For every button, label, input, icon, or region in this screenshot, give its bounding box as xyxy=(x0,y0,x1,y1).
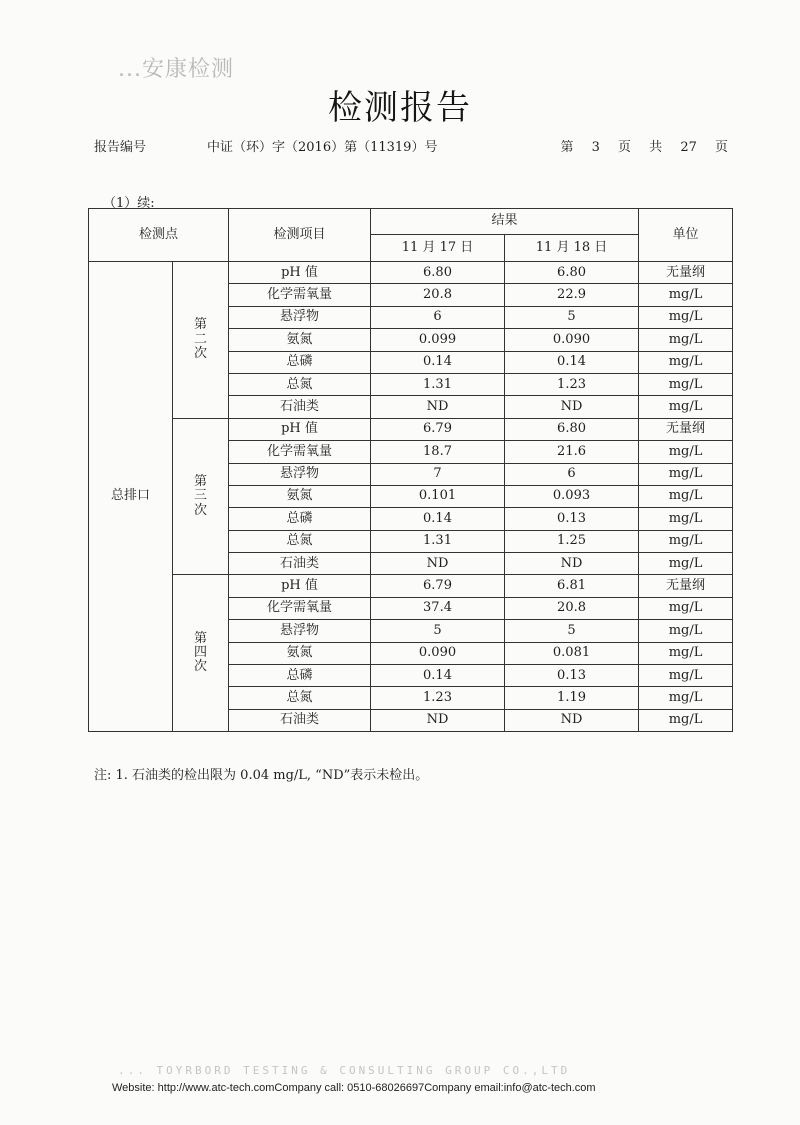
result-day2-cell: ND xyxy=(505,709,639,731)
result-day2-cell: ND xyxy=(505,396,639,418)
result-day2-cell: 0.093 xyxy=(505,485,639,507)
website-line: Website: http://www.atc-tech.comCompany call: 0510-68026697Company email:info@atc-tech.com xyxy=(112,1082,596,1094)
result-day1-cell: 0.090 xyxy=(371,642,505,664)
item-cell: 总磷 xyxy=(229,351,371,373)
header-date-1: 11 月 17 日 xyxy=(371,235,505,262)
item-cell: 总氮 xyxy=(229,373,371,395)
item-cell: 悬浮物 xyxy=(229,306,371,328)
result-day2-cell: 21.6 xyxy=(505,441,639,463)
unit-cell: mg/L xyxy=(639,306,733,328)
result-day1-cell: 1.31 xyxy=(371,530,505,552)
result-day1-cell: 6.80 xyxy=(371,262,505,284)
item-cell: 氨氮 xyxy=(229,642,371,664)
result-day2-cell: 0.090 xyxy=(505,329,639,351)
result-day1-cell: 0.14 xyxy=(371,508,505,530)
result-day1-cell: 0.101 xyxy=(371,485,505,507)
item-cell: 石油类 xyxy=(229,709,371,731)
unit-cell: 无量纲 xyxy=(639,262,733,284)
page-info: 第 3 页 共 27 页 xyxy=(560,140,728,155)
unit-cell: mg/L xyxy=(639,553,733,575)
unit-cell: mg/L xyxy=(639,329,733,351)
result-day2-cell: 0.13 xyxy=(505,665,639,687)
result-day1-cell: 18.7 xyxy=(371,441,505,463)
header-item: 检测项目 xyxy=(229,209,371,262)
unit-cell: mg/L xyxy=(639,284,733,306)
unit-cell: mg/L xyxy=(639,642,733,664)
table-row xyxy=(89,418,733,440)
item-cell: pH 值 xyxy=(229,575,371,597)
unit-cell: mg/L xyxy=(639,373,733,395)
section-label: （1）续: xyxy=(103,196,155,211)
item-cell: 石油类 xyxy=(229,396,371,418)
sampling-round-cell: 第 二 次 xyxy=(173,262,229,419)
result-day1-cell: ND xyxy=(371,709,505,731)
result-day2-cell: 0.14 xyxy=(505,351,639,373)
unit-cell: mg/L xyxy=(639,709,733,731)
unit-cell: mg/L xyxy=(639,396,733,418)
sampling-round-cell: 第 四 次 xyxy=(173,575,229,732)
item-cell: 氨氮 xyxy=(229,485,371,507)
company-banner: ... TOYRBORD TESTING & CONSULTING GROUP CO.,LTD xyxy=(118,1064,571,1077)
page-title: 检测报告 xyxy=(328,88,472,128)
item-cell: 化学需氧量 xyxy=(229,441,371,463)
result-day1-cell: 0.099 xyxy=(371,329,505,351)
result-day1-cell: 20.8 xyxy=(371,284,505,306)
result-day1-cell: 37.4 xyxy=(371,597,505,619)
result-day1-cell: 1.23 xyxy=(371,687,505,709)
unit-cell: mg/L xyxy=(639,485,733,507)
header-date-2: 11 月 18 日 xyxy=(505,235,639,262)
item-cell: 总磷 xyxy=(229,508,371,530)
report-number: 中证（环）字（2016）第（11319）号 xyxy=(207,140,438,155)
sampling-round-cell: 第 三 次 xyxy=(173,418,229,575)
result-day2-cell: 0.081 xyxy=(505,642,639,664)
result-day1-cell: 1.31 xyxy=(371,373,505,395)
result-day1-cell: 6.79 xyxy=(371,418,505,440)
header-logo: ...安康检测 xyxy=(118,57,234,82)
unit-cell: 无量纲 xyxy=(639,575,733,597)
unit-cell: mg/L xyxy=(639,687,733,709)
result-day2-cell: 6.80 xyxy=(505,262,639,284)
result-day1-cell: ND xyxy=(371,396,505,418)
header-result: 结果 xyxy=(371,209,639,235)
result-day1-cell: 0.14 xyxy=(371,351,505,373)
result-day1-cell: 0.14 xyxy=(371,665,505,687)
result-day2-cell: 1.23 xyxy=(505,373,639,395)
item-cell: 石油类 xyxy=(229,553,371,575)
result-day2-cell: 6.80 xyxy=(505,418,639,440)
item-cell: 悬浮物 xyxy=(229,463,371,485)
unit-cell: mg/L xyxy=(639,597,733,619)
item-cell: 总氮 xyxy=(229,530,371,552)
unit-cell: mg/L xyxy=(639,351,733,373)
item-cell: 悬浮物 xyxy=(229,620,371,642)
result-day1-cell: 7 xyxy=(371,463,505,485)
result-day2-cell: ND xyxy=(505,553,639,575)
item-cell: 化学需氧量 xyxy=(229,284,371,306)
result-day2-cell: 1.25 xyxy=(505,530,639,552)
item-cell: 化学需氧量 xyxy=(229,597,371,619)
result-day2-cell: 6 xyxy=(505,463,639,485)
item-cell: 总磷 xyxy=(229,665,371,687)
unit-cell: mg/L xyxy=(639,441,733,463)
item-cell: 氨氮 xyxy=(229,329,371,351)
result-day2-cell: 5 xyxy=(505,306,639,328)
item-cell: 总氮 xyxy=(229,687,371,709)
result-day2-cell: 5 xyxy=(505,620,639,642)
unit-cell: mg/L xyxy=(639,530,733,552)
header-point: 检测点 xyxy=(89,209,229,262)
header-unit: 单位 xyxy=(639,209,733,262)
result-day2-cell: 20.8 xyxy=(505,597,639,619)
result-day2-cell: 0.13 xyxy=(505,508,639,530)
footnote: 注: 1. 石油类的检出限为 0.04 mg/L, “ND”表示未检出。 xyxy=(94,768,429,783)
result-day2-cell: 6.81 xyxy=(505,575,639,597)
result-day2-cell: 1.19 xyxy=(505,687,639,709)
unit-cell: mg/L xyxy=(639,463,733,485)
results-table xyxy=(88,208,733,732)
unit-cell: mg/L xyxy=(639,665,733,687)
table-row xyxy=(89,262,733,284)
report-number-label: 报告编号 xyxy=(94,140,147,155)
result-day2-cell: 22.9 xyxy=(505,284,639,306)
item-cell: pH 值 xyxy=(229,418,371,440)
table-row xyxy=(89,575,733,597)
table-body xyxy=(89,262,733,732)
unit-cell: mg/L xyxy=(639,620,733,642)
result-day1-cell: 6 xyxy=(371,306,505,328)
unit-cell: mg/L xyxy=(639,508,733,530)
unit-cell: 无量纲 xyxy=(639,418,733,440)
result-day1-cell: 5 xyxy=(371,620,505,642)
sampling-point-cell: 总排口 xyxy=(89,262,173,732)
item-cell: pH 值 xyxy=(229,262,371,284)
result-day1-cell: ND xyxy=(371,553,505,575)
result-day1-cell: 6.79 xyxy=(371,575,505,597)
